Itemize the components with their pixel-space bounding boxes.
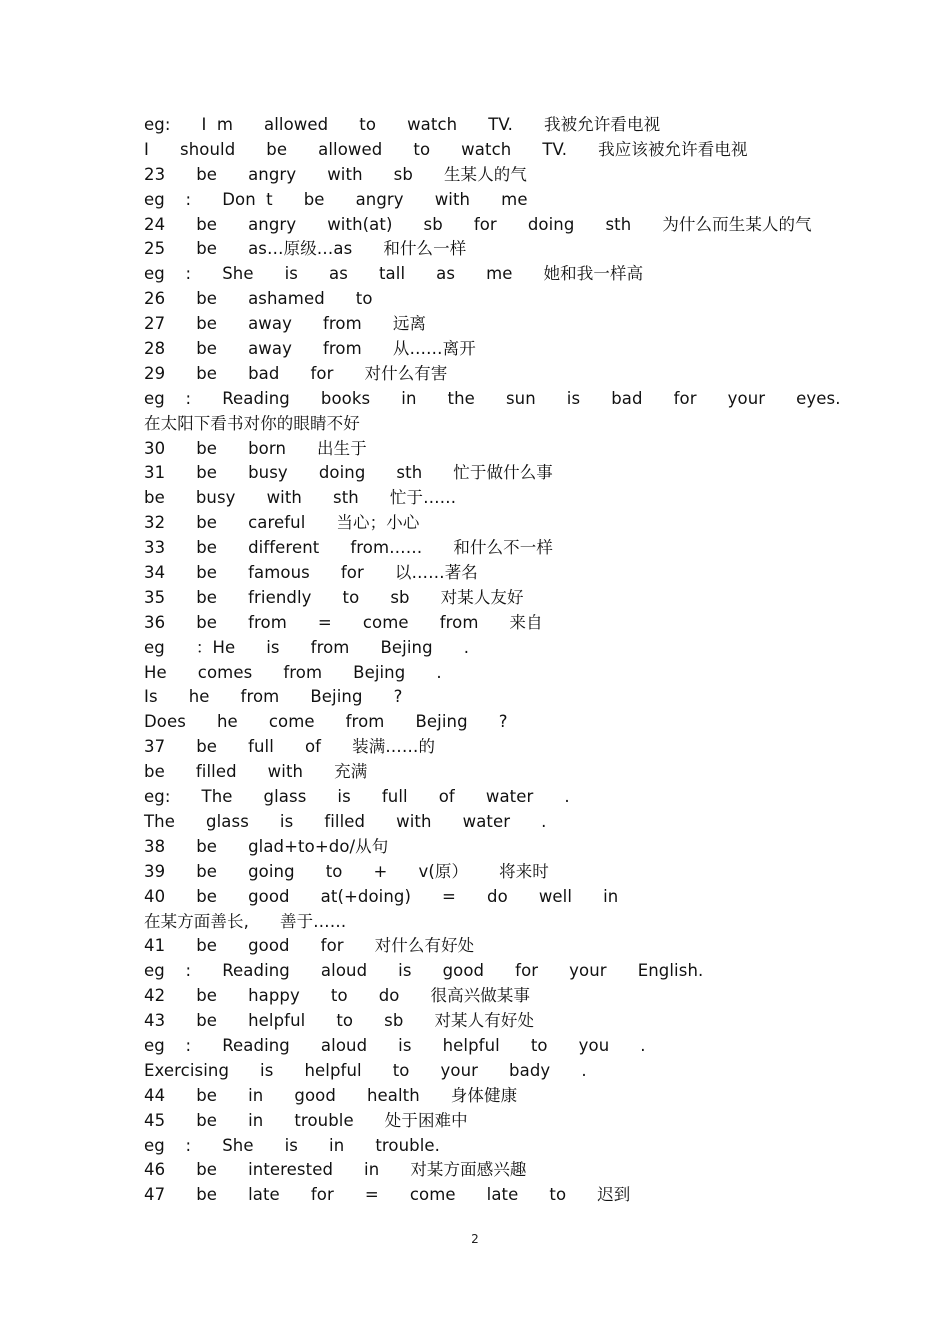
text-line: 23 be angry with sb 生某人的气 bbox=[144, 164, 527, 184]
text-line: 在太阳下看书对你的眼睛不好 bbox=[144, 413, 360, 433]
text-line: 39 be going to + v(原） 将来时 bbox=[144, 861, 549, 881]
text-line: He comes from Bejing . bbox=[144, 662, 442, 682]
text-line: 38 be glad+to+do/从句 bbox=[144, 836, 389, 856]
text-line: 42 be happy to do 很高兴做某事 bbox=[144, 986, 531, 1006]
text-line: 47 be late for = come late to 迟到 bbox=[144, 1185, 631, 1205]
text-line: 28 be away from 从……离开 bbox=[144, 339, 476, 359]
text-line: 32 be careful 当心；小心 bbox=[144, 513, 420, 533]
text-line: 34 be famous for 以……著名 bbox=[144, 563, 478, 583]
text-line: Does he come from Bejing ? bbox=[144, 712, 508, 732]
text-line: 29 be bad for 对什么有害 bbox=[144, 363, 448, 383]
text-line: Exercising is helpful to your bady . bbox=[144, 1060, 587, 1080]
text-line: eg ：He is from Bejing . bbox=[144, 637, 470, 657]
text-line: Is he from Bejing ? bbox=[144, 687, 403, 707]
text-line: 44 be in good health 身体健康 bbox=[144, 1085, 518, 1105]
text-line: eg : She is as tall as me 她和我一样高 bbox=[144, 264, 644, 284]
text-line: I should be allowed to watch TV. 我应该被允许看电视 bbox=[144, 139, 748, 159]
text-line: 35 be friendly to sb 对某人友好 bbox=[144, 587, 524, 607]
text-line: 46 be interested in 对某方面感兴趣 bbox=[144, 1160, 527, 1180]
text-line: eg : Reading aloud is helpful to you . bbox=[144, 1035, 646, 1055]
text-line: 41 be good for 对什么有好处 bbox=[144, 936, 475, 956]
text-line: 31 be busy doing sth 忙于做什么事 bbox=[144, 463, 553, 483]
text-line: 43 be helpful to sb 对某人有好处 bbox=[144, 1011, 535, 1031]
text-line: eg : Reading aloud is good for your English. bbox=[144, 961, 704, 981]
text-line: 36 be from = come from 来自 bbox=[144, 612, 543, 632]
text-line: 37 be full of 装满……的 bbox=[144, 737, 436, 757]
text-line: 30 be born 出生于 bbox=[144, 438, 367, 458]
document-body bbox=[144, 113, 844, 1208]
text-line: eg: I m allowed to watch TV. 我被允许看电视 bbox=[144, 115, 661, 134]
text-line: 24 be angry with(at) sb for doing sth 为什么而生某人的气 bbox=[144, 214, 812, 234]
text-line: The glass is filled with water . bbox=[144, 811, 547, 831]
text-line: eg : She is in trouble. bbox=[144, 1135, 441, 1155]
text-line: be busy with sth 忙于…… bbox=[144, 488, 457, 508]
page-number: 2 bbox=[471, 1232, 479, 1246]
text-line: be filled with 充满 bbox=[144, 762, 368, 782]
text-line: eg : Reading books in the sun is bad for your eyes. bbox=[144, 388, 841, 408]
text-line: 40 be good at(+doing) = do well in bbox=[144, 886, 619, 906]
text-line: 27 be away from 远离 bbox=[144, 314, 427, 334]
text-line: 25 be as…原级…as 和什么一样 bbox=[144, 239, 467, 259]
text-line: eg: The glass is full of water . bbox=[144, 787, 570, 807]
text-line: 在某方面善长, 善于…… bbox=[144, 911, 347, 931]
text-line: 26 be ashamed to bbox=[144, 289, 373, 309]
text-line: eg : Don t be angry with me bbox=[144, 189, 528, 209]
text-line: 45 be in trouble 处于困难中 bbox=[144, 1110, 468, 1130]
text-line: 33 be different from…… 和什么不一样 bbox=[144, 538, 553, 558]
